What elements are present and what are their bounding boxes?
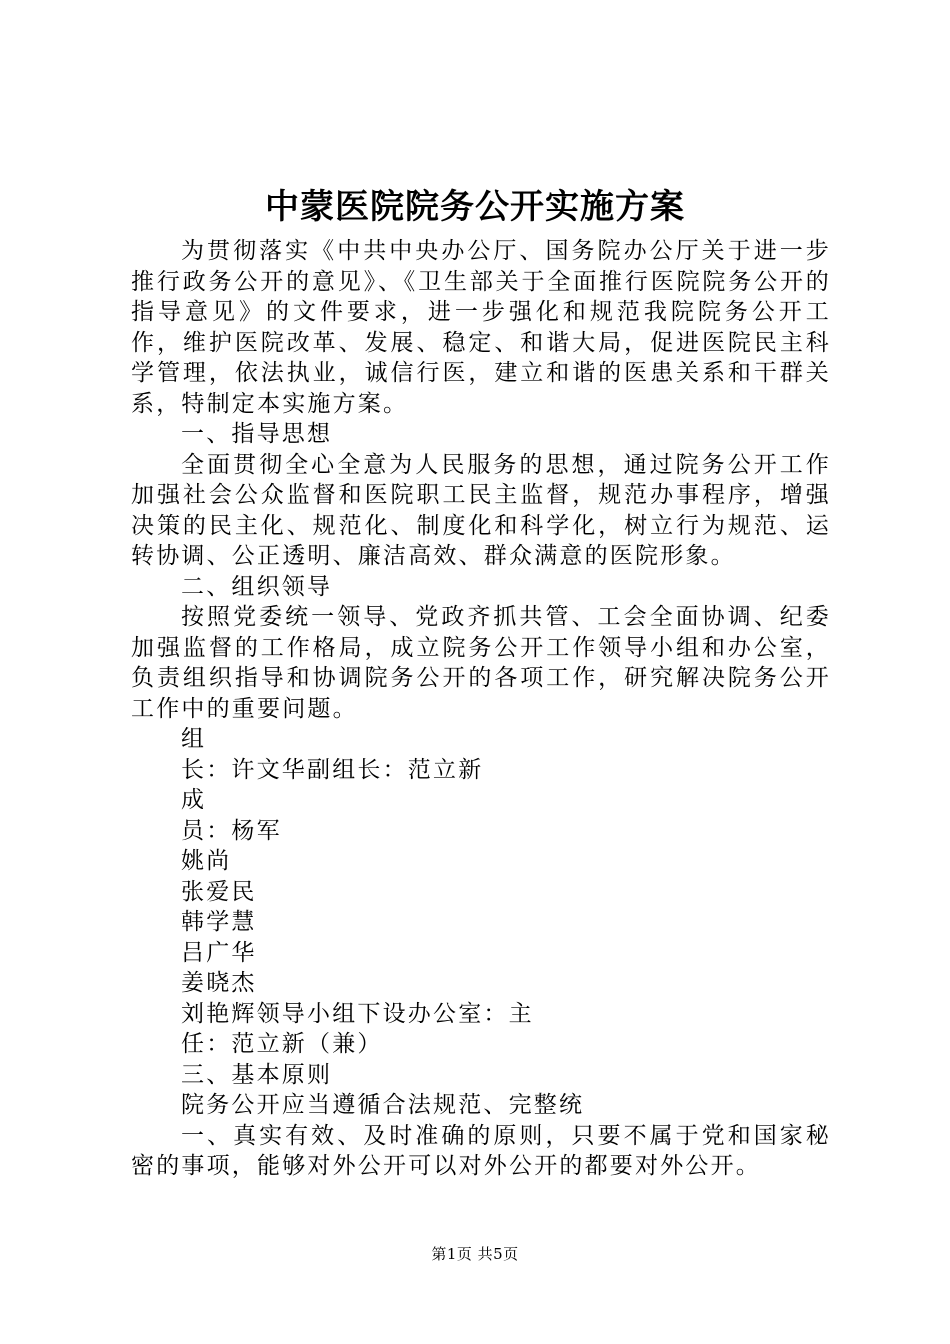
principles-line: 院务公开应当遵循合法规范、完整统 bbox=[181, 1092, 585, 1118]
member-name: 韩学慧 bbox=[181, 909, 257, 935]
member-name: 姜晓杰 bbox=[181, 970, 257, 996]
member-name: 张爱民 bbox=[181, 878, 257, 905]
section-heading-guiding-thought: 一、指导思想 bbox=[181, 421, 333, 447]
section-heading-principles: 三、基本原则 bbox=[181, 1061, 333, 1088]
leader-line: 长：许文华副组长：范立新 bbox=[181, 756, 484, 783]
section-heading-organization: 二、组织领导 bbox=[181, 573, 333, 600]
member-line: 员：杨军 bbox=[181, 817, 282, 844]
member-name: 吕广华 bbox=[181, 939, 257, 966]
office-line: 刘艳辉领导小组下设办公室：主 bbox=[181, 1000, 534, 1027]
document-body bbox=[131, 236, 831, 1182]
intro-paragraph: 为贯彻落实《中共中央办公厅、国务院办公厅关于进一步推行政务公开的意见》、《卫生部关于全面推行医院院务公开的指导意见》的文件要求，进一步强化和规范我院院务公开工作，维护医院改革、发展、稳定、和谐大局，促进医院民主科学管理，依法执业，诚信行医，建立和谐的医患关系和干群关系，特制定本实施方案。 bbox=[131, 238, 831, 417]
leader-line-fragment: 组 bbox=[181, 726, 207, 752]
member-name: 姚尚 bbox=[181, 848, 232, 874]
principles-paragraph: 一、真实有效、及时准确的原则，只要不属于党和国家秘密的事项，能够对外公开可以对外公开的都要对外公开。 bbox=[131, 1122, 831, 1179]
organization-paragraph: 按照党委统一领导、党政齐抓共管、工会全面协调、纪委加强监督的工作格局，成立院务公开工作领导小组和办公室，负责组织指导和协调院务公开的各项工作，研究解决院务公开工作中的重要问题。 bbox=[131, 604, 831, 722]
guiding-thought-paragraph: 全面贯彻全心全意为人民服务的思想，通过院务公开工作加强社会公众监督和医院职工民主监督，规范办事程序，增强决策的民主化、规范化、制度化和科学化，树立行为规范、运转协调、公正透明、廉洁高效、群众满意的医院形象。 bbox=[131, 451, 831, 569]
office-director-line: 任：范立新（兼） bbox=[181, 1031, 383, 1057]
page-footer: 第1页 共5页 bbox=[431, 1245, 519, 1263]
member-line-fragment: 成 bbox=[181, 787, 207, 813]
document-title: 中蒙医院院务公开实施方案 bbox=[265, 187, 685, 227]
